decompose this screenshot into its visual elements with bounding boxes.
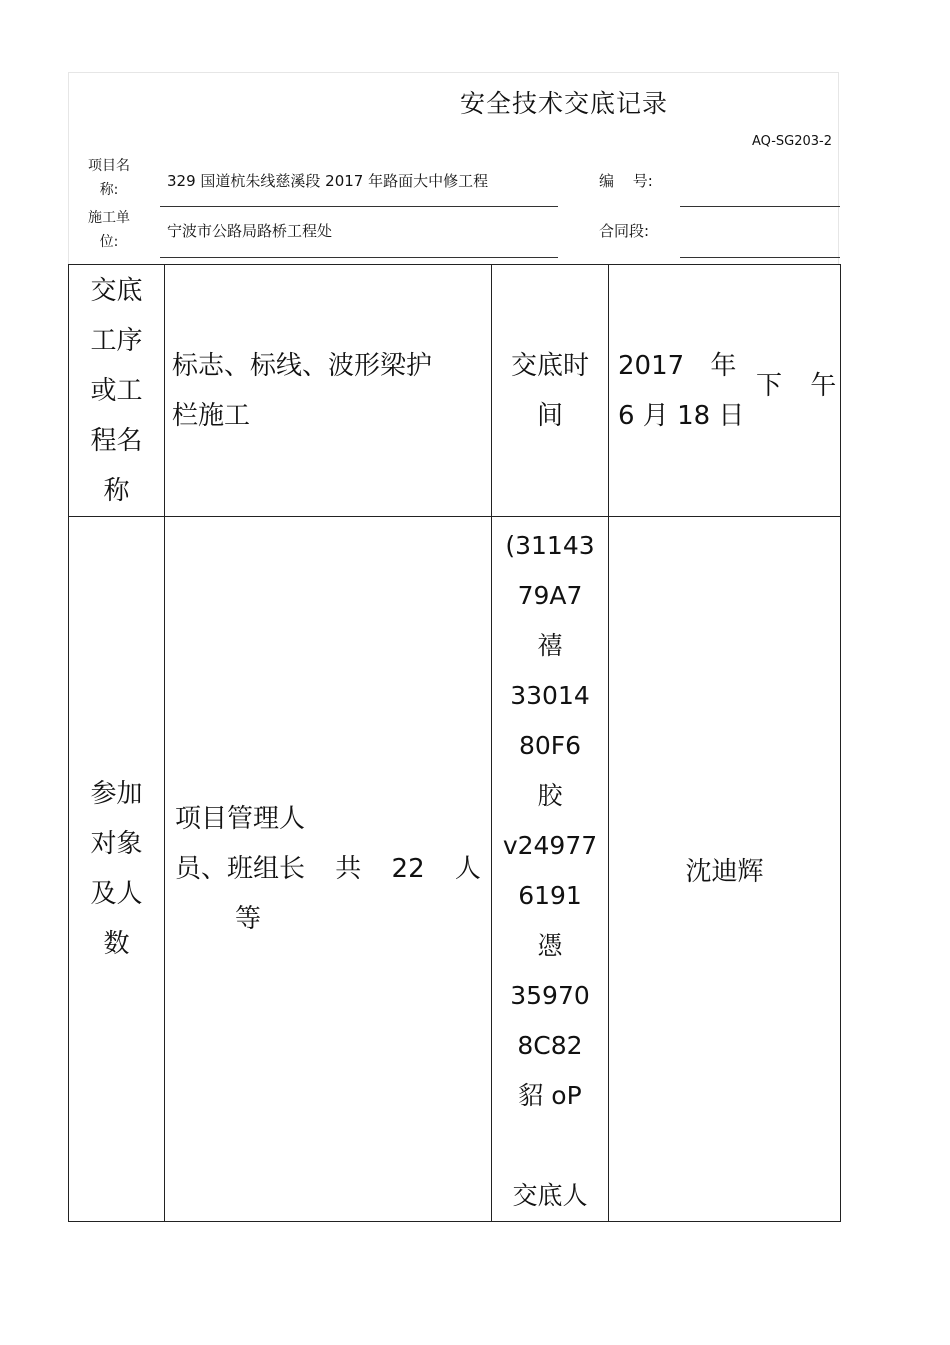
participants-value-cell [165, 517, 492, 1222]
briefer-name: 沈迪辉 [685, 856, 764, 887]
construction-unit-value: 宁波市公路局路桥工程处 [167, 222, 333, 240]
document-title: 安全技术交底记录 [460, 89, 669, 118]
process-name-value: 标志、标线、波形梁护 栏施工 [172, 350, 433, 431]
briefing-time-value-cell [609, 265, 841, 517]
project-underline [160, 206, 558, 207]
briefing-table [68, 264, 841, 1222]
briefing-time-label: 交底时 间 [510, 350, 589, 431]
reference-codes-cell [492, 517, 609, 1222]
project-name-value: 329 国道杭朱线慈溪段 2017 年路面大中修工程 [167, 172, 489, 190]
table-row [69, 265, 841, 517]
participants-value: 项目管理人 员、班组长 共 22 人 等 [175, 804, 481, 934]
form-code: AQ-SG203-2 [751, 134, 832, 149]
briefing-time-label-cell [492, 265, 609, 517]
briefer-name-cell [609, 517, 841, 1222]
number-underline [680, 206, 840, 207]
contract-underline [680, 257, 840, 258]
construction-unit-label: 施工单 位: [88, 210, 130, 250]
participants-label-cell [69, 517, 165, 1222]
briefer-label: 交底人 [512, 1181, 588, 1210]
process-name-label: 交底 工序 或工 程名 称 [90, 275, 143, 506]
process-name-label-cell [69, 265, 165, 517]
briefing-time-value: 2017 年 6 月 18 日 下 午 [618, 351, 837, 431]
project-name-label: 项目名 称: [88, 158, 130, 198]
contract-section-label: 合同段: [599, 222, 650, 240]
process-name-value-cell [165, 265, 492, 517]
number-label: 编 号: [599, 172, 653, 190]
reference-codes: (31143 79A7 禧 33014 80F6 胶 v24977 6191 憑 35970 8C82 貂 oP 交底人 [492, 517, 608, 1221]
participants-label: 参加 对象 及人 数 [90, 779, 143, 959]
unit-underline [160, 257, 558, 258]
table-row [69, 517, 841, 1222]
